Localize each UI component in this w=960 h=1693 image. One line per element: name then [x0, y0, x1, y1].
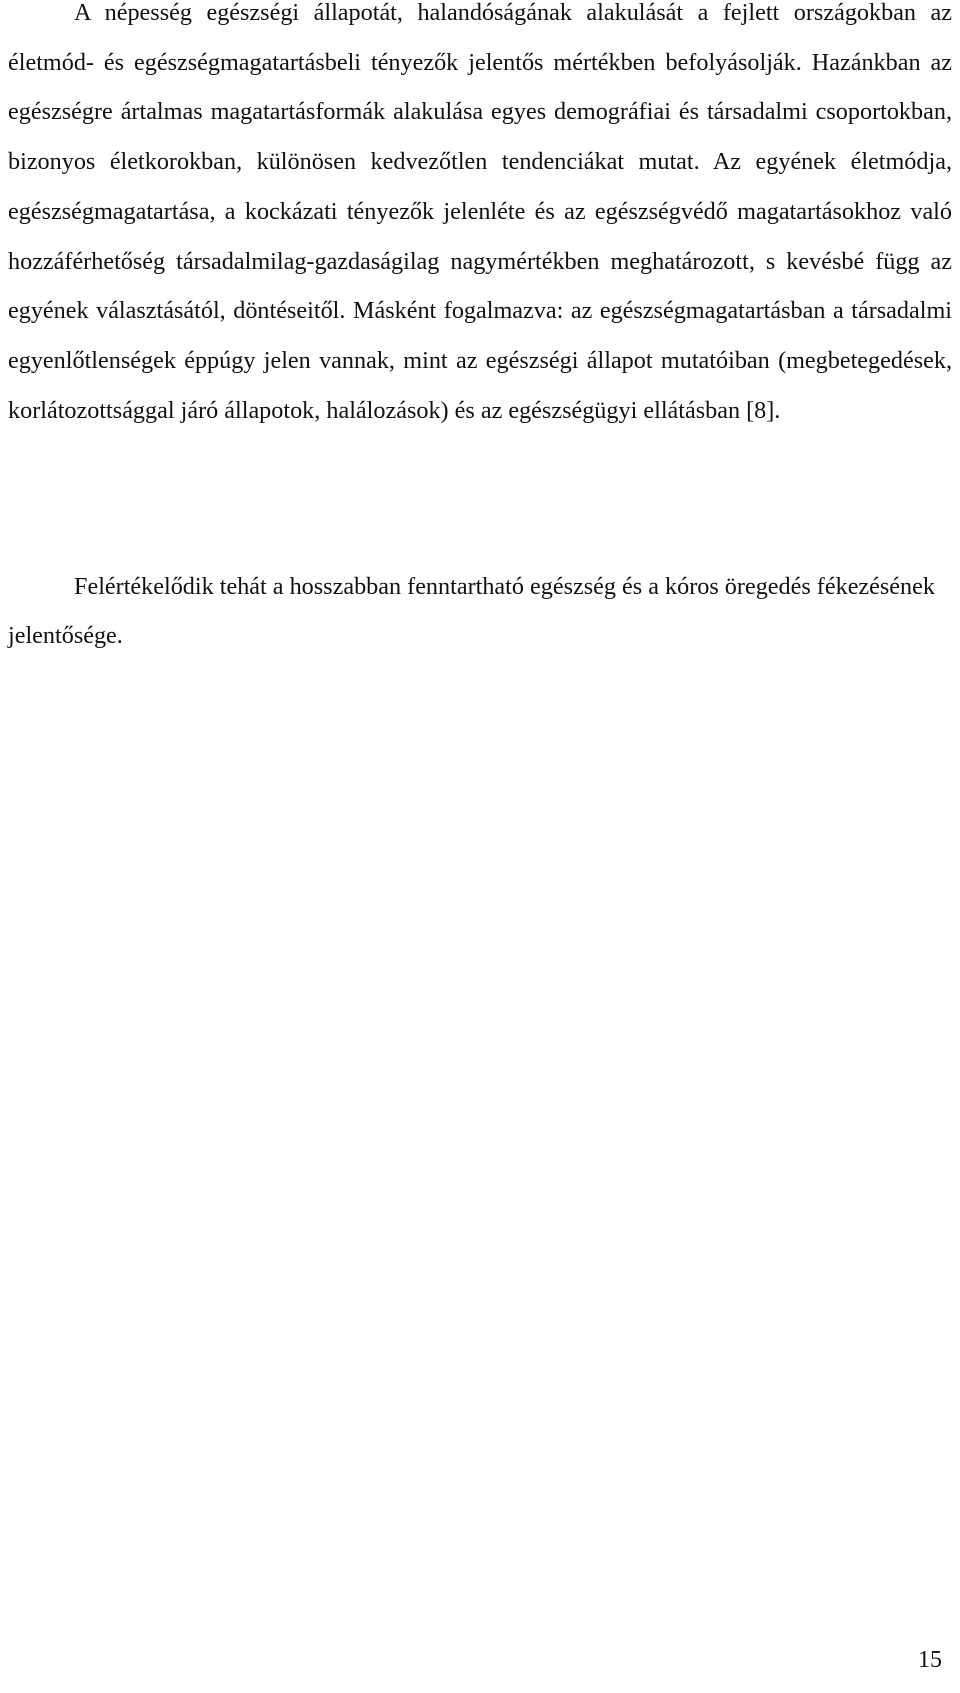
paragraph-health-behavior: A népesség egészségi állapotát, halandóságának alakulását a fejlett országokban az életmód- és egészségmagatartásbeli tényezők jelentős mértékben befolyásolják. Hazánkban az egészségre ártalmas magatartásformák alakulása egyes demográfiai és társadalmi csoportokban, bizonyos életkorokban, különösen kedvezőtlen tendenciákat mutat. Az egyének életmódja, egészségmagatartása, a kockázati tényezők jelenléte és az egészségvédő magatartásokhoz való hozzáférhetőség társadalmilag-gazdaságilag nagymértékben meghatározott, s kevésbé függ az egyének választásától, döntéseitől. Másként fogalmazva: az egészségmagatartásban a társadalmi egyenlőtlenségek éppúgy jelen vannak, mint az egészségi állapot mutatóiban (megbetegedések, korlátozottsággal járó állapotok, halálozások) és az egészségügyi ellátásban [8]. [8, 0, 952, 424]
page-number: 15 [918, 1647, 942, 1673]
paragraph-healthy-aging: Felértékelődik tehát a hosszabban fenntartható egészség és a kóros öregedés fékezésének jelentősége. [8, 573, 935, 649]
